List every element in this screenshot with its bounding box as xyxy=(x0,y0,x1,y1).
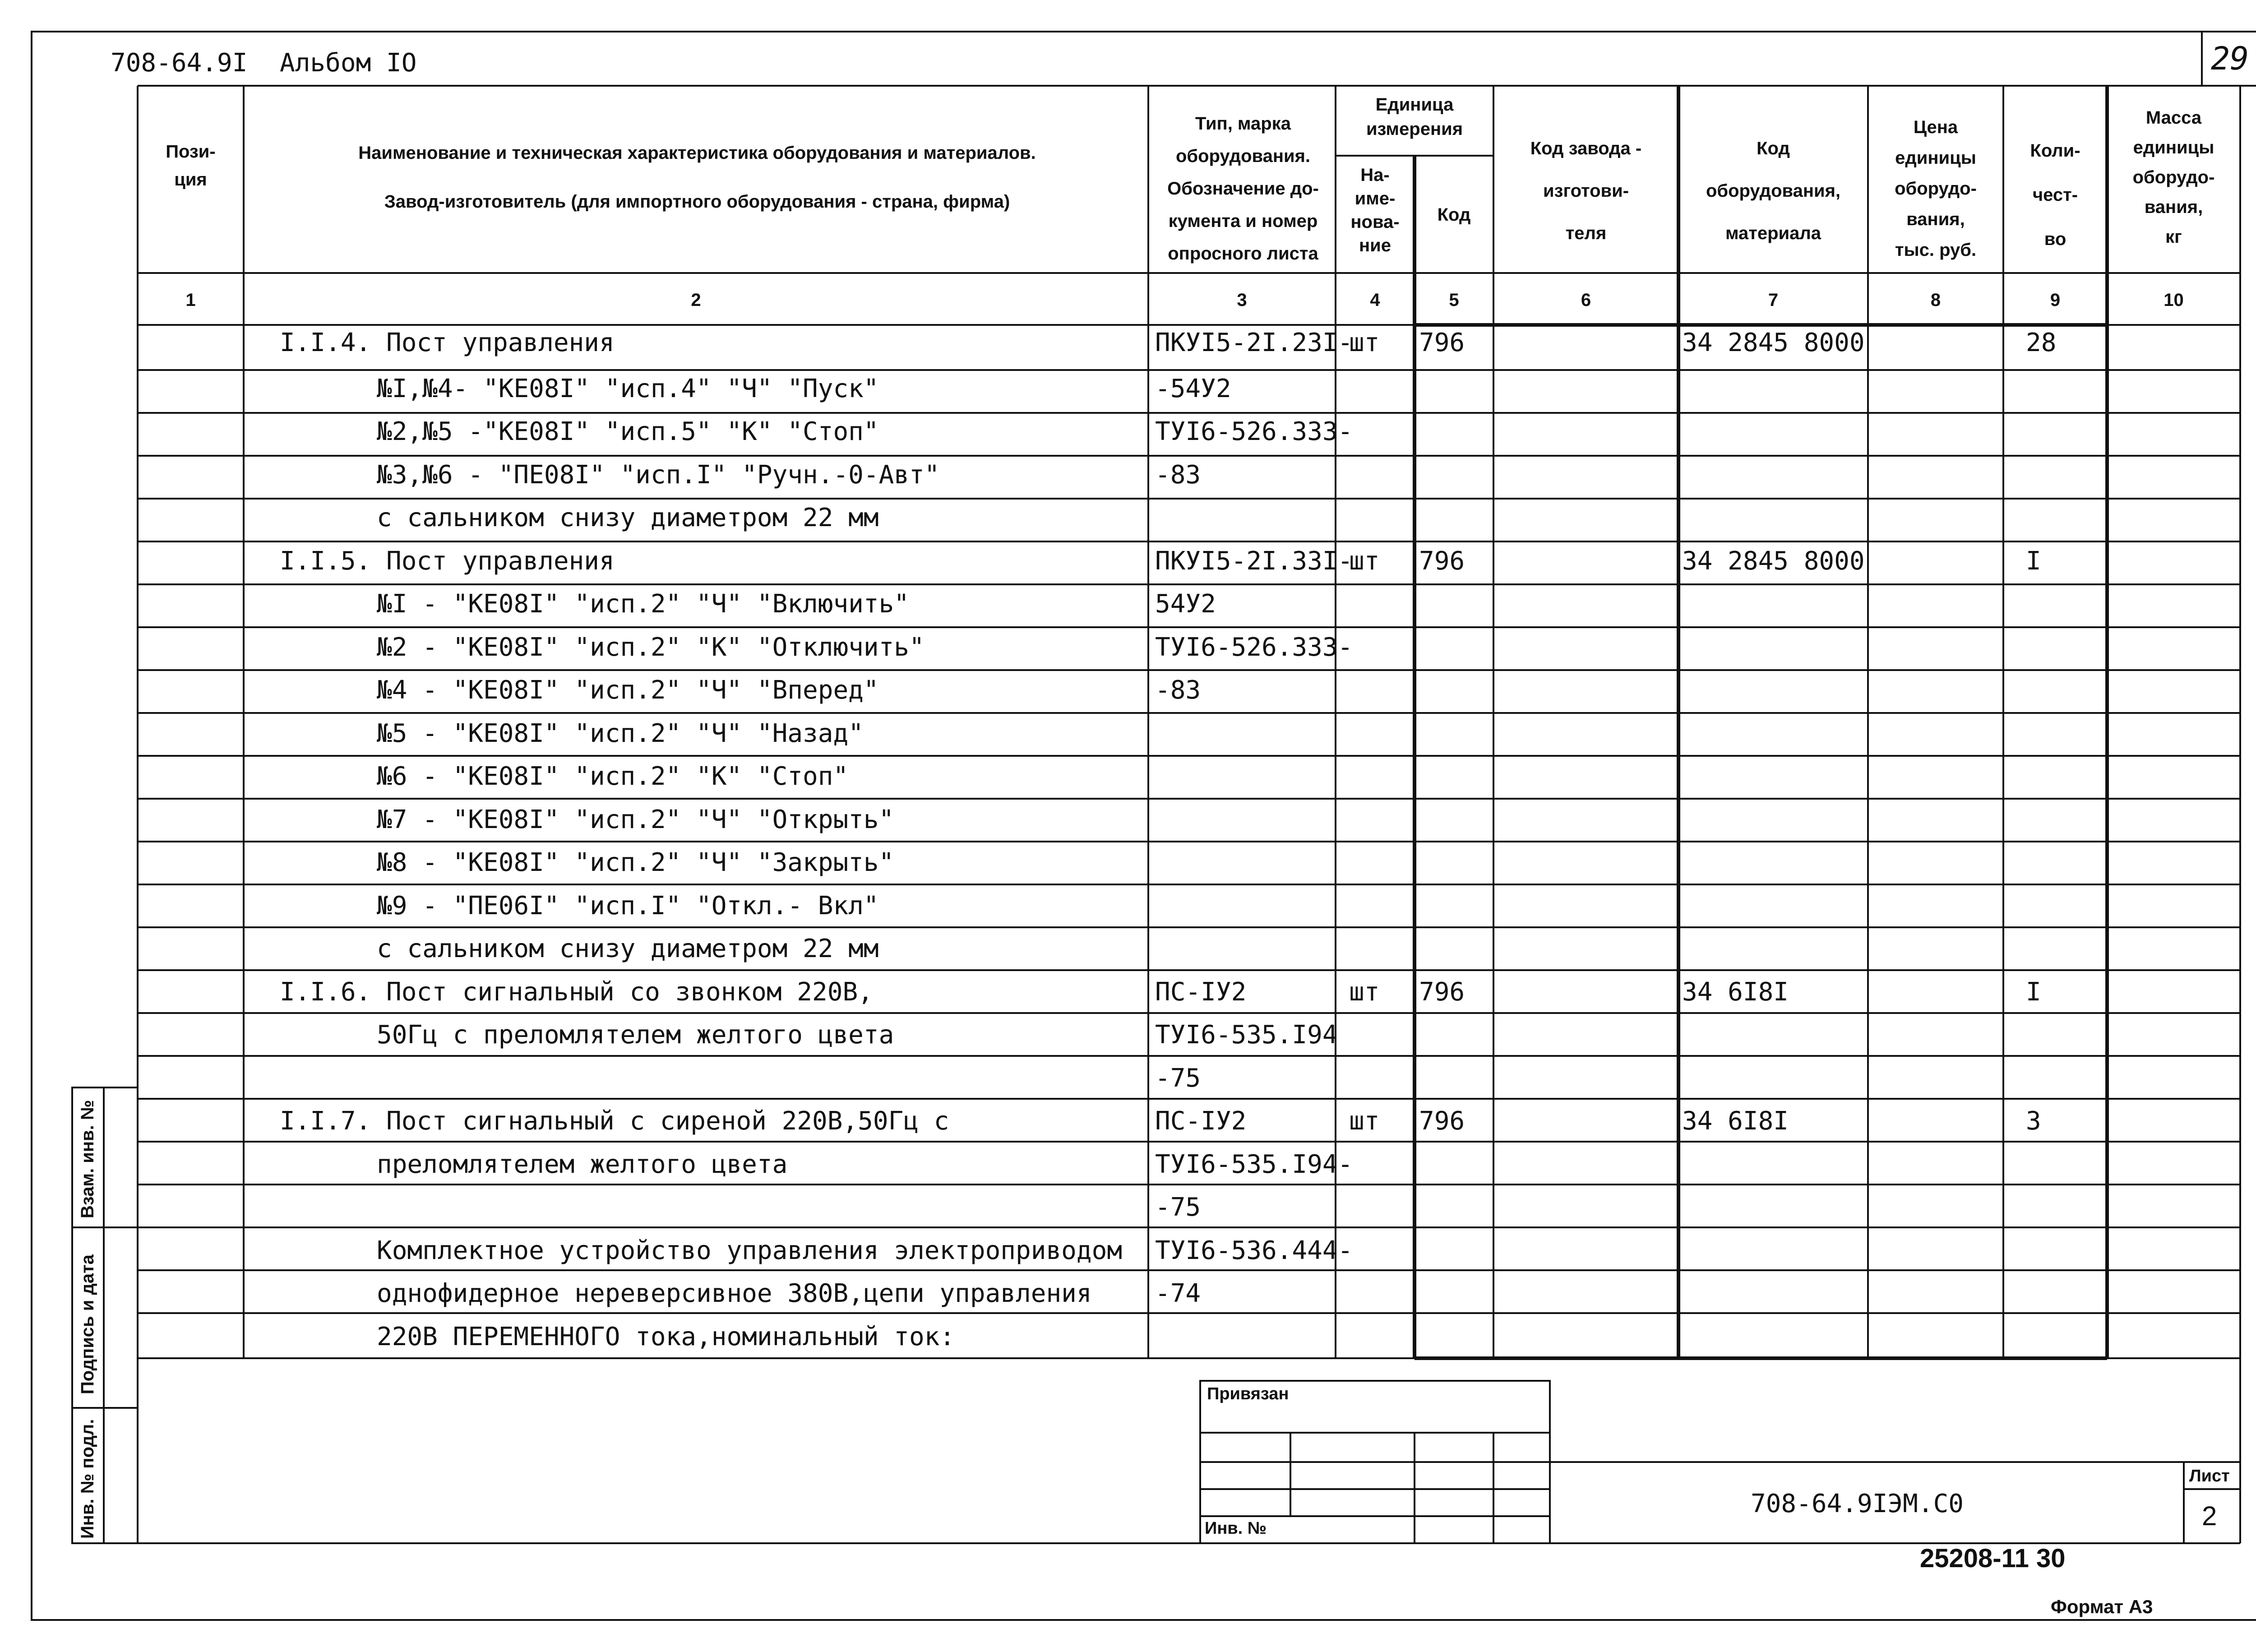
doc-code: 708-64.9I xyxy=(111,48,248,78)
col-number: 3 xyxy=(1237,290,1247,310)
col-number: 6 xyxy=(1581,290,1591,310)
page-number: 29 xyxy=(2211,40,2249,77)
col-number: 9 xyxy=(2050,290,2061,310)
inv-no-label: Инв. № xyxy=(1205,1519,1267,1538)
stamp-inv-original: Инв. № подл. xyxy=(78,1419,97,1539)
col-number: 2 xyxy=(691,290,701,310)
cell-name: №I,№4- "КЕ08I" "исп.4" "Ч" "Пуск" xyxy=(377,374,879,403)
cell-qty: I xyxy=(2026,546,2041,576)
cell-name: №4 - "КЕ08I" "исп.2" "Ч" "Вперед" xyxy=(377,676,879,705)
cell-unit: шт xyxy=(1349,1106,1380,1136)
col-header-unit-name: На- име- нова- ние xyxy=(1350,165,1400,255)
cell-type: -75 xyxy=(1155,1193,1201,1222)
cell-type: ТУI6-536.444- xyxy=(1155,1236,1353,1265)
cell-name: №5 - "КЕ08I" "исп.2" "Ч" "Назад" xyxy=(377,718,864,748)
cell-type: -75 xyxy=(1155,1063,1201,1093)
col-header-equipment-code: Код оборудования, материала xyxy=(1706,139,1841,243)
sheet-label: Лист xyxy=(2189,1467,2230,1485)
cell-type: ТУI6-535.I94- xyxy=(1155,1149,1353,1179)
cell-type: ТУI6-535.I94 xyxy=(1155,1020,1338,1050)
cell-type: ПС-IУ2 xyxy=(1155,977,1247,1007)
cell-name: 220В ПЕРЕМЕННОГО тока,номинальный ток: xyxy=(377,1322,955,1351)
cell-name: №3,№6 - "ПЕ08I" "исп.I" "Ручн.-0-Авт" xyxy=(377,460,940,490)
cell-type: ПС-IУ2 xyxy=(1155,1106,1247,1136)
cell-name: №I - "КЕ08I" "исп.2" "Ч" "Включить" xyxy=(377,589,910,619)
col-header-quantity: Коли- чест- во xyxy=(2030,141,2080,249)
cell-name: преломлятелем желтого цвета xyxy=(377,1149,788,1179)
cell-type: ТУI6-526.333- xyxy=(1155,417,1353,446)
sheet-format: Формат А3 xyxy=(2051,1596,2153,1617)
cell-name: однофидерное нереверсивное 380В,цепи управления xyxy=(377,1279,1092,1308)
cell-unit: шт xyxy=(1349,546,1380,576)
cell-name: Комплектное устройство управления электроприводом xyxy=(377,1236,1123,1265)
cell-name: I.I.4. Пост управления xyxy=(280,328,615,357)
archive-number: 25208-11 30 xyxy=(1920,1544,2066,1573)
cell-code: 796 xyxy=(1419,546,1465,576)
col-header-plant-code: Код завода - изготови- теля xyxy=(1530,139,1642,243)
cell-type: ПКУI5-2I.33I- xyxy=(1155,546,1353,576)
cell-type: 54У2 xyxy=(1155,589,1216,619)
cell-name: №2,№5 -"КЕ08I" "исп.5" "К" "Стоп" xyxy=(377,417,879,446)
sheet-number: 2 xyxy=(2202,1501,2217,1531)
cell-type: ПКУI5-2I.23I- xyxy=(1155,328,1353,357)
col-header-mass: Масса единицы оборудо- вания, кг xyxy=(2132,108,2215,247)
cell-code: 796 xyxy=(1419,977,1465,1007)
col-header-position: Пози- ция xyxy=(166,142,216,190)
cell-type: -83 xyxy=(1155,676,1201,705)
document-designation: 708-64.9IЭМ.С0 xyxy=(1751,1489,1964,1518)
col-header-name: Наименование и техническая характеристика оборудования и материалов. Завод-изготовитель (для импортного оборудования - страна, фирма) xyxy=(358,143,1036,212)
privyazan-label: Привязан xyxy=(1207,1384,1289,1403)
col-number: 5 xyxy=(1449,290,1459,310)
cell-name: I.I.6. Пост сигнальный со звонком 220В, xyxy=(280,977,873,1007)
col-header-price: Цена единицы оборудо- вания, тыс. руб. xyxy=(1895,117,1977,260)
col-number: 10 xyxy=(2164,290,2184,310)
cell-name: №6 - "КЕ08I" "исп.2" "К" "Стоп" xyxy=(377,762,849,791)
cell-type: -83 xyxy=(1155,460,1201,490)
cell-name: I.I.7. Пост сигнальный с сиреной 220В,50Гц с xyxy=(280,1106,949,1136)
col-header-type: Тип, марка оборудования. Обозначение до- кумента и номер опросного листа xyxy=(1167,114,1319,264)
cell-equip-code: 34 6I8I xyxy=(1682,1106,1789,1136)
cell-name: с сальником снизу диаметром 22 мм xyxy=(377,934,879,963)
cell-type: -74 xyxy=(1155,1279,1201,1308)
cell-qty: 28 xyxy=(2026,328,2057,357)
stamp-vzam-inv: Взам. инв. № xyxy=(78,1100,97,1218)
col-number: 7 xyxy=(1768,290,1779,310)
cell-name: №9 - "ПЕ06I" "исп.I" "Откл.- Вкл" xyxy=(377,891,879,921)
cell-qty: I xyxy=(2026,977,2041,1007)
cell-code: 796 xyxy=(1419,328,1465,357)
cell-code: 796 xyxy=(1419,1106,1465,1136)
col-number: 8 xyxy=(1930,290,1941,310)
cell-unit: шт xyxy=(1349,977,1380,1007)
cell-unit: шт xyxy=(1349,328,1380,357)
cell-equip-code: 34 2845 8000 xyxy=(1682,546,1865,576)
col-header-unit-code: Код xyxy=(1437,205,1471,225)
cell-qty: 3 xyxy=(2026,1106,2041,1136)
cell-name: №2 - "КЕ08I" "исп.2" "К" "Отключить" xyxy=(377,632,925,662)
cell-name: №8 - "КЕ08I" "исп.2" "Ч" "Закрыть" xyxy=(377,848,894,877)
col-number: 4 xyxy=(1370,290,1380,310)
album-label: Альбом IO xyxy=(280,48,417,78)
col-number: 1 xyxy=(185,290,196,310)
cell-name: 50Гц с преломлятелем желтого цвета xyxy=(377,1020,894,1050)
stamp-signature-date: Подпись и дата xyxy=(78,1254,97,1394)
cell-name: №7 - "КЕ08I" "исп.2" "Ч" "Открыть" xyxy=(377,805,894,834)
cell-name: I.I.5. Пост управления xyxy=(280,546,615,576)
cell-equip-code: 34 6I8I xyxy=(1682,977,1789,1007)
cell-name: с сальником снизу диаметром 22 мм xyxy=(377,503,879,532)
cell-type: ТУI6-526.333- xyxy=(1155,632,1353,662)
cell-equip-code: 34 2845 8000 xyxy=(1682,328,1865,357)
col-header-unit-group: Единица измерения xyxy=(1366,95,1463,139)
cell-type: -54У2 xyxy=(1155,374,1231,403)
